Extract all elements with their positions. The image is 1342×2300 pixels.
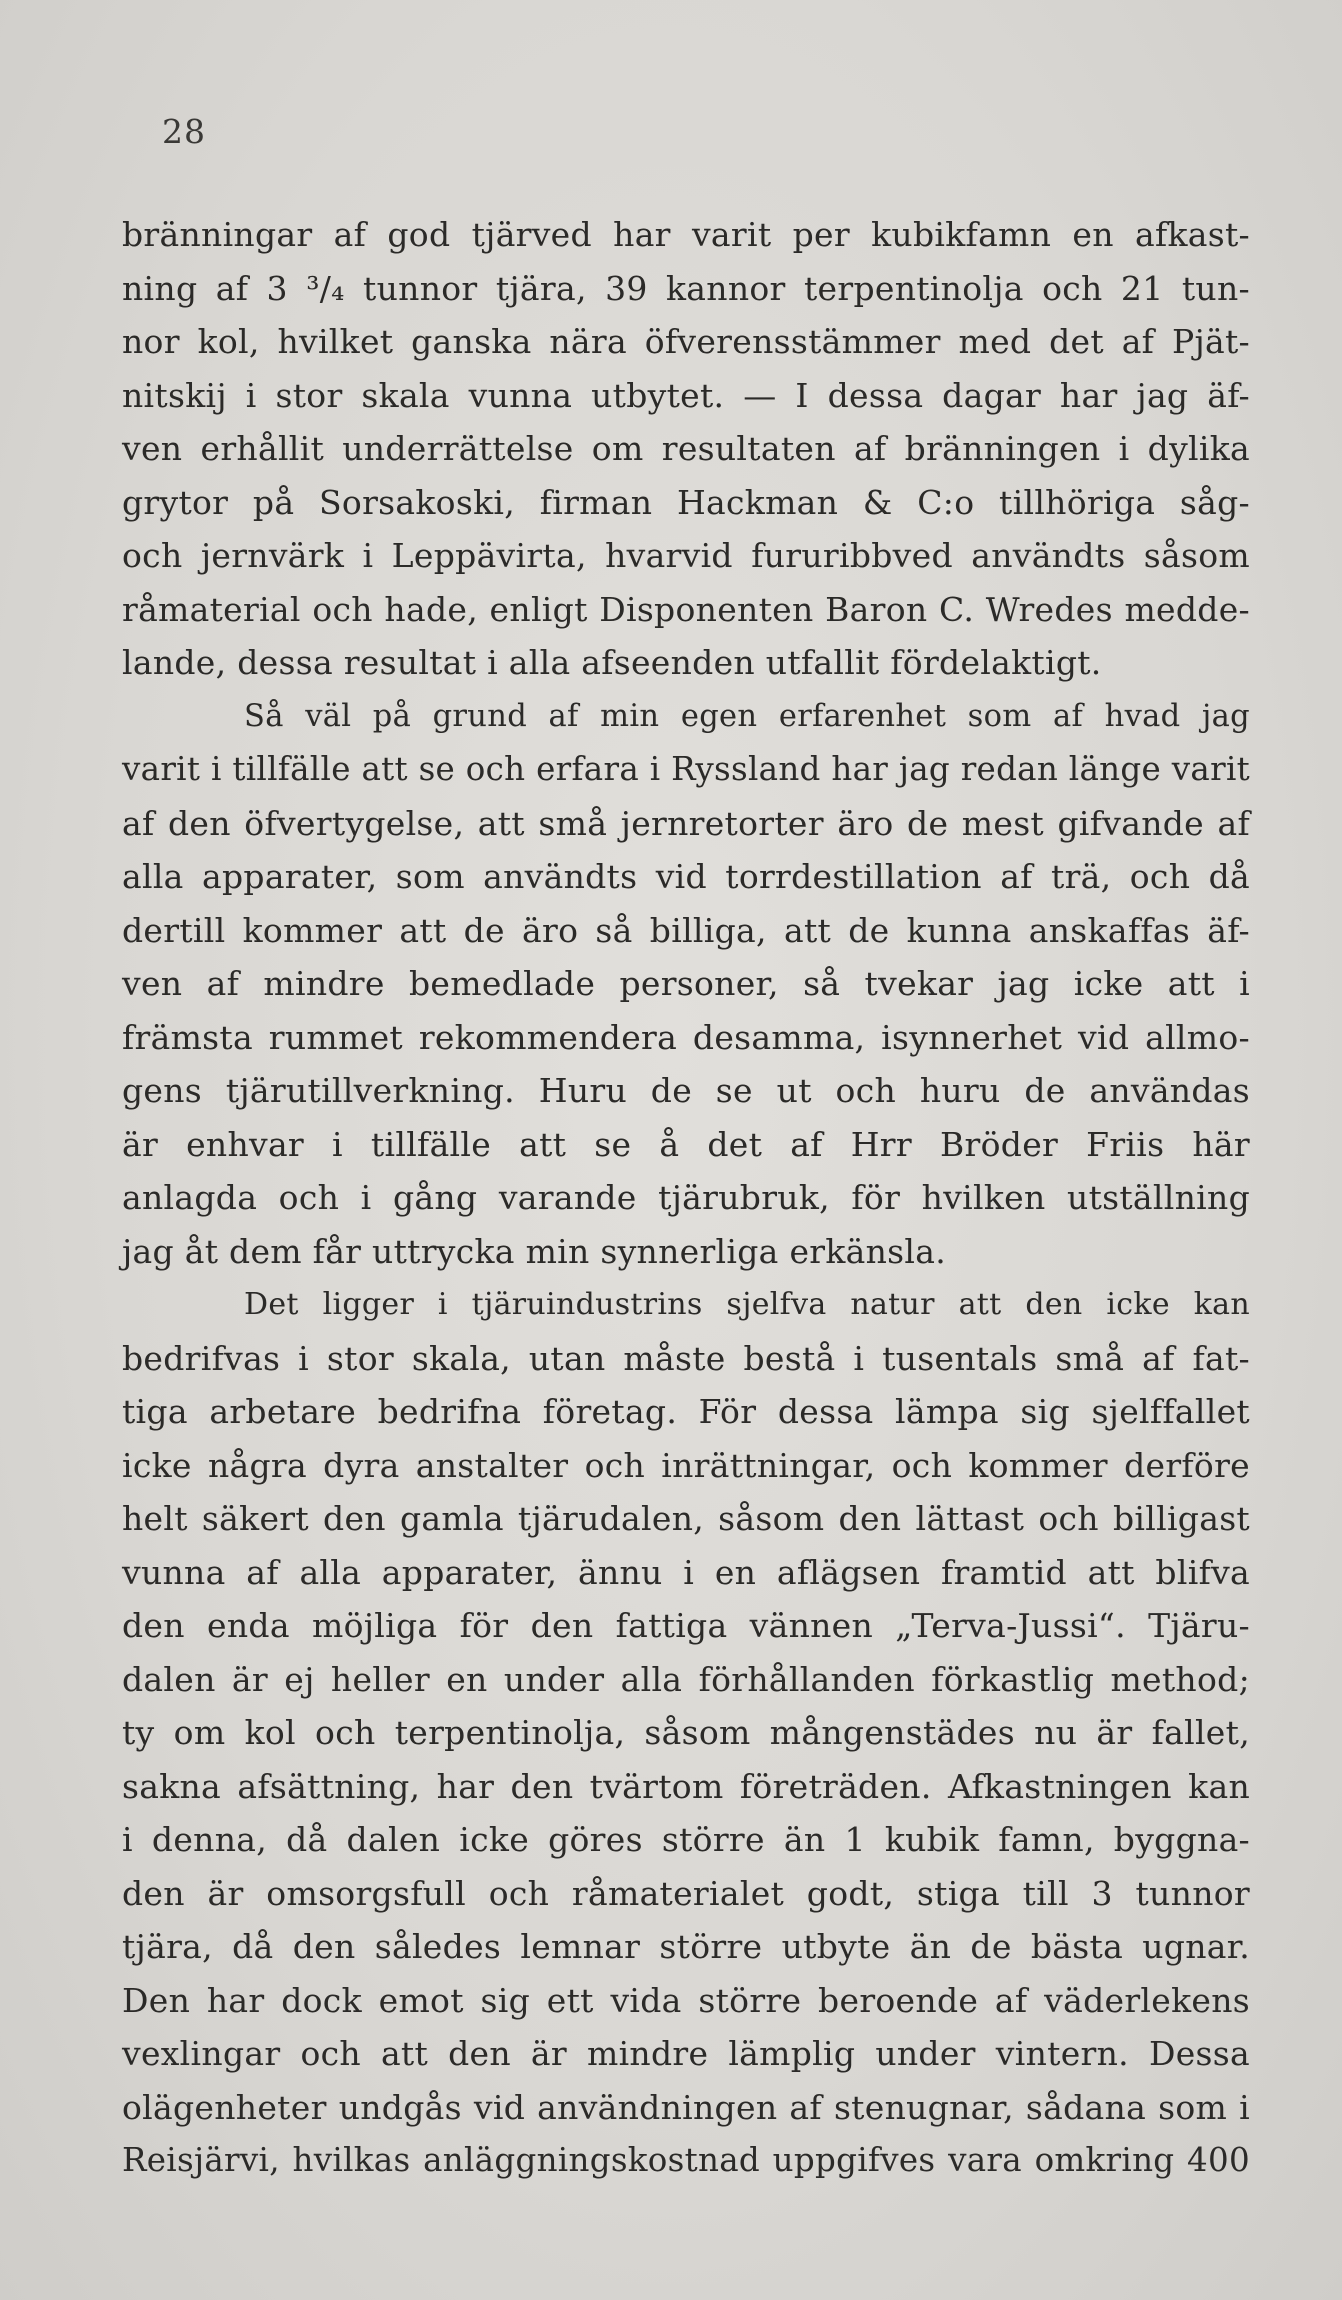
text-line: främsta rummet rekommendera desamma, isynnerhet vid allmo- (122, 1017, 1250, 1057)
text-line: ven af mindre bemedlade personer, så tvekar jag icke att i (122, 964, 1250, 1003)
text-line: Så väl på grund af min egen erfarenhet som af hvad jag (244, 698, 1250, 734)
text-line: af den öfvertygelse, att små jernretorter äro de mest gifvande af (122, 803, 1250, 843)
text-line: anlagda och i gång varande tjärubruk, för hvilken utställning (122, 1178, 1250, 1217)
text-line: bedrifvas i stor skala, utan måste bestå i tusentals små af fat- (122, 1338, 1250, 1378)
text-line: vexlingar och att den är mindre lämplig under vintern. Dessa (122, 2034, 1250, 2073)
text-line: ning af 3 ³/₄ tunnor tjära, 39 kannor terpentinolja och 21 tun- (122, 268, 1250, 308)
text-line: nor kol, hvilket ganska nära öfverensstämmer med det af Pjät- (122, 322, 1250, 361)
page-number: 28 (162, 112, 206, 151)
text-line: icke några dyra anstalter och inrättningar, och kommer derföre (122, 1445, 1250, 1485)
text-line: råmaterial och hade, enligt Disponenten Baron C. Wredes medde- (122, 589, 1250, 629)
text-line: ty om kol och terpentinolja, såsom mångenstädes nu är fallet, (122, 1713, 1250, 1752)
text-line: jag åt dem får uttrycka min synnerliga erkänsla. (122, 1231, 947, 1271)
text-line: alla apparater, som användts vid torrdestillation af trä, och då (122, 857, 1250, 896)
text-line: gens tjärutillverkning. Huru de se ut och huru de användas (122, 1071, 1250, 1110)
text-line: tiga arbetare bedrifna företag. För dessa lämpa sig sjelffallet (122, 1392, 1250, 1431)
text-line: den enda möjliga för den fattiga vännen „Terva-Jussi“. Tjäru- (122, 1606, 1250, 1645)
text-line: och jernvärk i Leppävirta, hvarvid fururibbved användts såsom (122, 536, 1250, 575)
text-line: vunna af alla apparater, ännu i en aflägsen framtid att blifva (122, 1552, 1250, 1592)
text-line: nitskij i stor skala vunna utbytet. — I dessa dagar har jag äf- (122, 375, 1250, 415)
text-line: sakna afsättning, har den tvärtom företräden. Afkastningen kan (122, 1766, 1250, 1806)
body-text (122, 208, 1250, 2188)
text-line: Reisjärvi, hvilkas anläggningskostnad uppgifves vara omkring 400 (122, 2141, 1250, 2179)
text-line: Den har dock emot sig ett vida större beroende af väderlekens (122, 1980, 1250, 2020)
text-line: helt säkert den gamla tjärudalen, såsom den lättast och billigast (122, 1499, 1250, 1538)
text-line: lande, dessa resultat i alla afseenden utfallit fördelaktigt. (122, 643, 1102, 682)
text-line: tjära, då den således lemnar större utbyte än de bästa ugnar. (122, 1927, 1250, 1966)
text-line: grytor på Sorsakoski, firman Hackman & C:o tillhöriga såg- (122, 482, 1250, 522)
text-line: dertill kommer att de äro så billiga, att de kunna anskaffas äf- (122, 910, 1250, 950)
text-line: ven erhållit underrättelse om resultaten af bränningen i dylika (122, 429, 1250, 468)
text-line: bränningar af god tjärved har varit per kubikfamn en afkast- (122, 215, 1250, 254)
text-line: den är omsorgsfull och råmaterialet godt, stiga till 3 tunnor (122, 1873, 1250, 1913)
text-line: dalen är ej heller en under alla förhållanden förkastlig method; (122, 1659, 1250, 1699)
text-line: olägenheter undgås vid användningen af stenugnar, sådana som i (122, 2087, 1250, 2127)
text-line: Det ligger i tjäruindustrins sjelfva natur att den icke kan (244, 1287, 1250, 1322)
text-line: i denna, då dalen icke göres större än 1 kubik famn, byggna- (122, 1820, 1250, 1859)
text-line: är enhvar i tillfälle att se å det af Hrr Bröder Friis här (122, 1124, 1250, 1164)
text-line: varit i tillfälle att se och erfara i Ryssland har jag redan länge varit (122, 750, 1250, 788)
